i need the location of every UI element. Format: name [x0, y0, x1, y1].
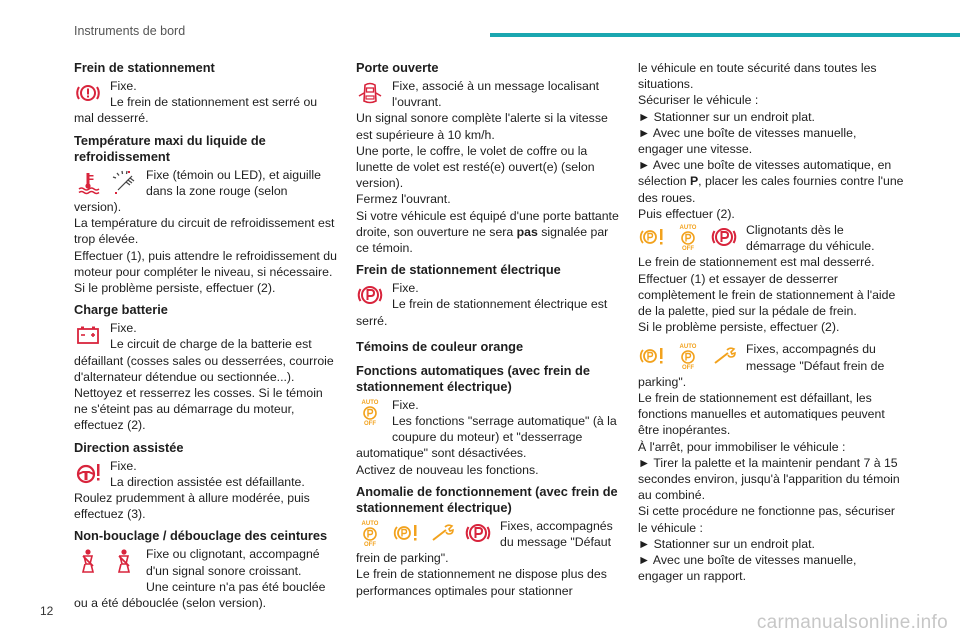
text-run-bold: P	[689, 174, 699, 189]
auto-off-icon	[674, 223, 702, 251]
text-line: Les fonctions "serrage automatique" (à la coupure du moteur) et "desserrage automatique" sont désactivées.	[356, 414, 617, 461]
brake-fault-icon	[392, 519, 420, 547]
coolant-temp-icon	[74, 168, 102, 196]
text-run: signalée par ce témoin.	[356, 224, 609, 256]
text-line: Si cette procédure ne fonctionne pas, sécuriser le véhicule :	[638, 504, 896, 535]
watermark: carmanualsonline.info	[756, 612, 948, 633]
section-flashing-on-start	[638, 222, 904, 335]
brake-fault-icon	[638, 223, 666, 251]
header-accent-bar	[490, 33, 960, 37]
column-2	[356, 60, 621, 605]
text-line: Puis effectuer (2).	[638, 206, 735, 221]
wrench-icon	[710, 342, 738, 370]
svg-text:OFF: OFF	[682, 365, 694, 371]
text-line: Effectuer (1), puis attendre le refroidissement du moteur pour compléter le niveau, si nécessaire.	[74, 248, 337, 279]
text-run: ► Avec une boîte de vitesses automatique, en sélection	[638, 158, 892, 189]
text-run: , placer les cales fournies contre l'une des roues.	[638, 174, 904, 205]
battery-icon	[74, 321, 102, 349]
icon-group	[356, 79, 384, 107]
electric-park-brake-icon	[356, 281, 384, 309]
icon-group	[74, 321, 102, 349]
section-title: Direction assistée	[74, 439, 184, 455]
column-3	[638, 60, 904, 591]
section-title: Anomalie de fonctionnement (avec frein de stationnement électrique)	[356, 483, 618, 515]
icon-group	[356, 281, 384, 309]
text-line: Le circuit de charge de la batterie est défaillant (cosses sales ou desserrées, courroie d'alternateur détendue ou sectionnée...).	[74, 337, 334, 384]
section-battery-charge	[74, 302, 338, 433]
section-coolant-temp	[74, 133, 338, 297]
text-line: ► Avec une boîte de vitesses manuelle, engager un rapport.	[638, 553, 857, 584]
section-seatbelts	[74, 528, 338, 611]
power-steering-icon	[74, 459, 102, 487]
text-line: Fixe (témoin ou LED), et aiguille dans la zone rouge (selon version).	[74, 167, 321, 215]
icon-group	[74, 547, 138, 575]
svg-text:AUTO: AUTO	[679, 344, 697, 351]
text-line	[356, 208, 621, 257]
icon-group	[74, 459, 102, 487]
electric-park-brake-icon	[464, 519, 492, 547]
section-brake-failure	[638, 341, 904, 584]
svg-text:OFF: OFF	[364, 420, 376, 426]
icon-group	[356, 398, 384, 426]
text-line: Le frein de stationnement électrique est serré.	[356, 297, 608, 328]
icon-group	[638, 342, 738, 370]
text-line: La direction assistée est défaillante.	[110, 474, 305, 489]
text-line: Clignotants dès le démarrage du véhicule.	[746, 223, 875, 254]
section-title: Température maxi du liquide de refroidissement	[74, 132, 266, 164]
text-line: Le frein de stationnement est mal desserré.	[638, 255, 875, 270]
text-line: Effectuer (1) et essayer de desserrer complètement le frein de stationnement à l'aide de la palette, pied sur la pédale de frein.	[638, 271, 896, 319]
text-line: Le frein de stationnement ne dispose plus des performances optimales pour stationner	[356, 567, 607, 598]
text-line: Le frein de stationnement est défaillant, les fonctions manuelles et automatiques peuvent être inopérantes.	[638, 391, 885, 438]
icon-group	[74, 168, 138, 196]
text-line: Si le problème persiste, effectuer (2).	[74, 281, 276, 296]
text-line: ► Stationner sur un endroit plat.	[638, 109, 815, 124]
page-number: 12	[40, 604, 54, 618]
svg-text:AUTO: AUTO	[679, 225, 697, 232]
text-line: À l'arrêt, pour immobiliser le véhicule :	[638, 439, 846, 454]
svg-text:OFF: OFF	[682, 246, 694, 252]
text-line: Fixe.	[392, 281, 419, 296]
brake-warning-icon	[74, 79, 102, 107]
text-line: Fixe.	[392, 397, 419, 412]
icon-group	[74, 79, 102, 107]
section-brake-malfunction	[356, 484, 621, 599]
text-line: ► Avec une boîte de vitesses manuelle, engager une vitesse.	[638, 125, 857, 157]
text-line: Une porte, le coffre, le volet de coffre ou la lunette de volet est resté(e) ouvert(e) (selon version).	[356, 143, 595, 191]
seatbelt-icon	[110, 547, 138, 575]
text-line: La température du circuit de refroidissement est trop élevée.	[74, 216, 335, 247]
electric-park-brake-icon	[710, 223, 738, 251]
text-line: Fixes, accompagnés du message "Défaut frein de parking".	[356, 518, 613, 566]
text-line: Sécuriser le véhicule :	[638, 93, 759, 108]
text-line: Fixe.	[110, 321, 137, 336]
text-run-bold: pas	[516, 224, 538, 239]
seatbelt-icon	[74, 547, 102, 575]
section-heading: Témoins de couleur orange	[356, 338, 524, 354]
text-line: Un signal sonore complète l'alerte si la vitesse est supérieure à 10 km/h.	[356, 111, 608, 142]
text-line: Activez de nouveau les fonctions.	[356, 462, 539, 477]
text-line	[638, 157, 904, 206]
text-line: Fixe, associé à un message localisant l'ouvrant.	[392, 79, 600, 110]
section-auto-functions	[356, 363, 621, 478]
icon-group	[356, 519, 492, 547]
section-title: Charge batterie	[74, 302, 168, 318]
svg-text:OFF: OFF	[364, 541, 376, 547]
svg-text:AUTO: AUTO	[361, 399, 379, 406]
section-power-steering	[74, 440, 338, 523]
section-electric-park-brake	[356, 262, 621, 329]
text-line: Fermez l'ouvrant.	[356, 192, 451, 207]
svg-text:AUTO: AUTO	[361, 520, 379, 527]
section-title: Non-bouclage / débouclage des ceintures	[74, 528, 328, 544]
text-line: Si le problème persiste, effectuer (2).	[638, 320, 840, 335]
text-line: Fixes, accompagnés du message "Défaut frein de parking".	[638, 342, 885, 389]
column-1	[74, 60, 338, 617]
text-line: Une ceinture n'a pas été bouclée ou a été débouclée (selon version).	[74, 579, 326, 611]
page-header-title: Instruments de bord	[74, 24, 186, 38]
door-open-icon	[356, 79, 384, 107]
auto-off-icon	[356, 398, 384, 426]
wrench-icon	[428, 519, 456, 547]
text-line: Fixe ou clignotant, accompagné d'un signal sonore croissant.	[146, 547, 320, 578]
text-line: Roulez prudemment à allure modérée, puis effectuez (3).	[74, 491, 310, 522]
section-title: Frein de stationnement	[74, 60, 215, 75]
auto-off-icon	[674, 342, 702, 370]
section-title: Fonctions automatiques (avec frein de stationnement électrique)	[356, 362, 590, 394]
auto-off-icon	[356, 519, 384, 547]
text-line: Fixe.	[110, 458, 137, 473]
coolant-gauge-icon	[110, 168, 138, 196]
text-line: le véhicule en toute sécurité dans toutes les situations.	[638, 61, 877, 92]
brake-fault-icon	[638, 342, 666, 370]
section-title: Porte ouverte	[356, 60, 439, 75]
section-title: Frein de stationnement électrique	[356, 262, 561, 278]
section-orange-lights-heading	[356, 339, 621, 355]
section-parking-brake	[74, 60, 338, 127]
icon-group	[638, 223, 738, 251]
text-line: ► Stationner sur un endroit plat.	[638, 536, 815, 551]
text-line: Fixe.	[110, 79, 137, 93]
text-run: Si votre véhicule est équipé d'une porte battante droite, son ouverture ne sera	[356, 208, 619, 239]
text-line: Nettoyez et resserrez les cosses. Si le témoin ne s'éteint pas au démarrage du moteur, effectuez (2).	[74, 386, 323, 433]
text-line: Le frein de stationnement est serré ou mal desserré.	[74, 95, 318, 126]
section-door-open	[356, 60, 621, 256]
text-line: ► Tirer la palette et la maintenir pendant 7 à 15 secondes environ, jusqu'à l'apparition du témoin au combiné.	[638, 455, 900, 503]
